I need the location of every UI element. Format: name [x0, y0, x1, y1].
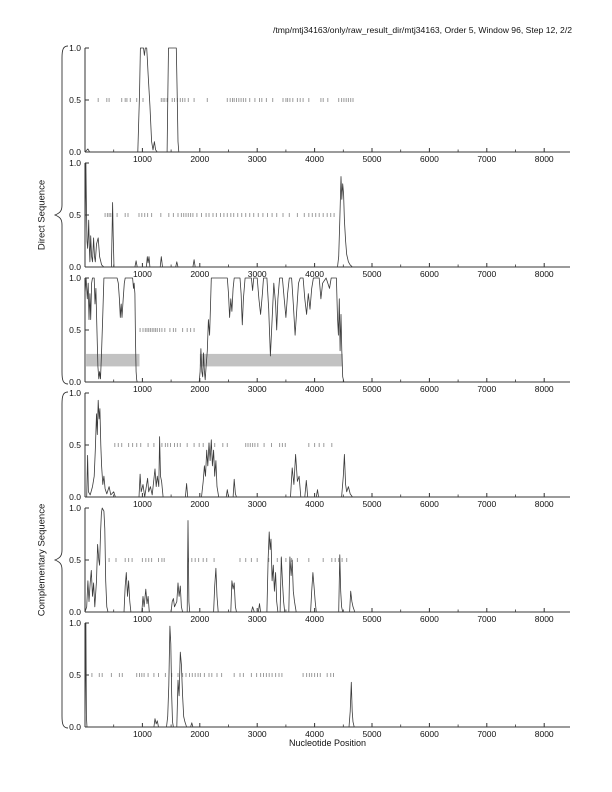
y-tick-label: 0.0 [69, 492, 81, 502]
x-tick-label: 3000 [247, 729, 267, 739]
match-markers [109, 558, 347, 562]
x-tick-label: 7000 [477, 499, 497, 509]
x-tick-label: 5000 [362, 154, 382, 164]
x-tick-label: 1000 [132, 154, 152, 164]
x-tick-label: 1000 [132, 269, 152, 279]
x-tick-label: 4000 [305, 269, 325, 279]
y-tick-label: 0.0 [69, 377, 81, 387]
panel-direct-1 [69, 43, 570, 164]
brace-complementary-sequence [55, 392, 68, 728]
group-label-direct-sequence: Direct Sequence [36, 179, 48, 251]
x-tick-label: 5000 [362, 729, 382, 739]
y-tick-label: 0.5 [69, 670, 81, 680]
similarity-band [200, 354, 343, 367]
panel-direct-3 [69, 273, 570, 394]
y-tick-label: 0.0 [69, 722, 81, 732]
x-tick-label: 8000 [534, 729, 554, 739]
x-tick-label: 7000 [477, 614, 497, 624]
match-markers [105, 213, 334, 217]
x-tick-label: 6000 [419, 499, 439, 509]
y-tick-label: 0.5 [69, 210, 81, 220]
group-label-complementary-sequence: Complementary Sequence [36, 503, 48, 617]
x-tick-label: 5000 [362, 614, 382, 624]
match-markers [115, 443, 332, 447]
x-tick-label: 3000 [247, 614, 267, 624]
x-tick-label: 4000 [305, 729, 325, 739]
x-tick-label: 2000 [190, 729, 210, 739]
x-tick-label: 4000 [305, 384, 325, 394]
x-tick-label: 3000 [247, 499, 267, 509]
x-tick-label: 8000 [534, 269, 554, 279]
x-tick-label: 5000 [362, 499, 382, 509]
x-tick-label: 2000 [190, 154, 210, 164]
x-tick-label: 6000 [419, 154, 439, 164]
x-tick-label: 8000 [534, 384, 554, 394]
x-tick-label: 1000 [132, 499, 152, 509]
x-tick-label: 2000 [190, 269, 210, 279]
x-tick-label: 8000 [534, 499, 554, 509]
x-tick-label: 1000 [132, 614, 152, 624]
x-tick-label: 1000 [132, 729, 152, 739]
x-tick-label: 7000 [477, 269, 497, 279]
similarity-band [86, 354, 139, 367]
x-tick-label: 5000 [362, 384, 382, 394]
y-tick-label: 0.5 [69, 95, 81, 105]
x-tick-label: 8000 [534, 614, 554, 624]
x-tick-label: 7000 [477, 729, 497, 739]
x-tick-label: 2000 [190, 384, 210, 394]
trace-complementary-1 [85, 400, 570, 497]
y-tick-label: 1.0 [69, 618, 81, 628]
panel-complementary-1 [69, 388, 570, 509]
y-tick-label: 0.0 [69, 607, 81, 617]
y-tick-label: 0.5 [69, 555, 81, 565]
y-tick-label: 0.0 [69, 147, 81, 157]
x-tick-label: 7000 [477, 154, 497, 164]
x-tick-label: 3000 [247, 384, 267, 394]
panel-direct-2 [69, 158, 570, 279]
panel-complementary-3 [69, 618, 570, 739]
y-tick-label: 1.0 [69, 158, 81, 168]
x-tick-label: 2000 [190, 499, 210, 509]
y-tick-label: 0.0 [69, 262, 81, 272]
match-markers [98, 98, 353, 102]
y-tick-label: 0.5 [69, 440, 81, 450]
panel-complementary-2 [69, 503, 570, 624]
x-tick-label: 3000 [247, 154, 267, 164]
x-tick-label: 3000 [247, 269, 267, 279]
y-tick-label: 0.5 [69, 325, 81, 335]
x-tick-label: 4000 [305, 154, 325, 164]
x-tick-label: 8000 [534, 154, 554, 164]
match-markers [92, 673, 334, 677]
brace-direct-sequence [55, 46, 68, 384]
x-tick-label: 1000 [132, 384, 152, 394]
x-axis-label: Nucleotide Position [288, 738, 367, 748]
trace-complementary-2 [85, 508, 570, 612]
plot-title: /tmp/mtj34163/only/raw_result_dir/mtj34163, Order 5, Window 96, Step 12, 2/2 [272, 25, 572, 35]
x-tick-label: 6000 [419, 384, 439, 394]
x-tick-label: 4000 [305, 499, 325, 509]
y-tick-label: 1.0 [69, 273, 81, 283]
x-tick-label: 6000 [419, 729, 439, 739]
x-tick-label: 2000 [190, 614, 210, 624]
x-tick-label: 6000 [419, 269, 439, 279]
x-tick-label: 4000 [305, 614, 325, 624]
x-tick-label: 6000 [419, 614, 439, 624]
y-tick-label: 1.0 [69, 388, 81, 398]
y-tick-label: 1.0 [69, 503, 81, 513]
x-tick-label: 7000 [477, 384, 497, 394]
x-tick-label: 5000 [362, 269, 382, 279]
match-markers [140, 328, 194, 332]
y-tick-label: 1.0 [69, 43, 81, 53]
